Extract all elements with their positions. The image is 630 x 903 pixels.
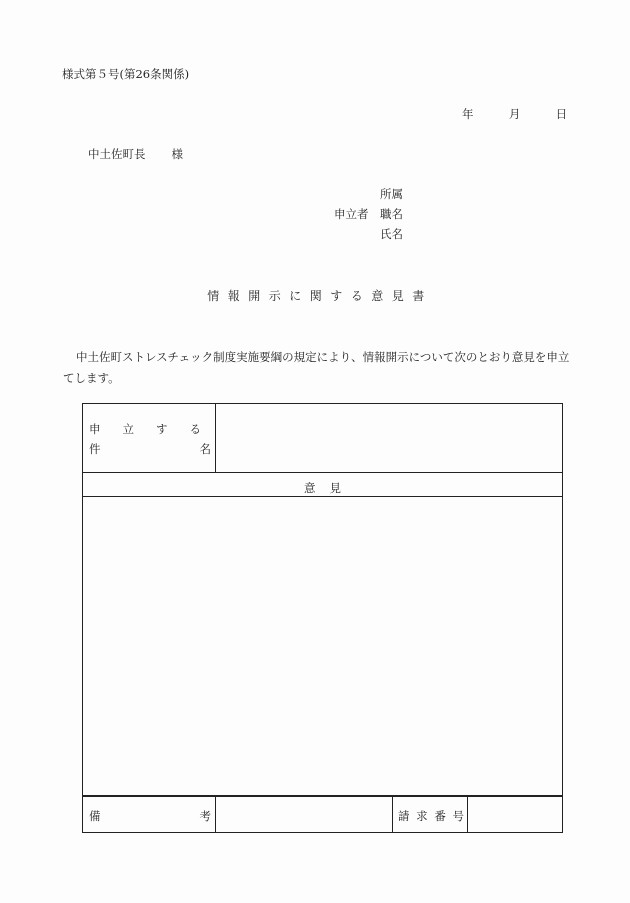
case-label-char: 立 [122, 422, 134, 436]
applicant-position-label: 職名 [380, 207, 403, 221]
date-line [462, 106, 567, 122]
opinion-field[interactable] [83, 497, 562, 795]
remarks-label-char: 考 [199, 809, 211, 823]
addressee-honorific: 様 [171, 147, 183, 161]
request-number-field[interactable] [468, 797, 562, 832]
body-text: 中土佐町ストレスチェック制度実施要綱の規定により、情報開示について次のとおり意見を申立てします。 [63, 350, 570, 385]
applicant-affiliation-label: 所属 [380, 187, 403, 201]
date-year: 年 [462, 107, 474, 121]
request-number-label-char: 番 [434, 809, 446, 823]
remarks-label-char: 備 [89, 809, 101, 823]
document-title: 情報開示に関する意見書 [207, 289, 433, 303]
applicant-block [334, 184, 403, 244]
case-label-char: 名 [199, 442, 211, 456]
case-label-char: る [189, 422, 201, 436]
applicant-name-label: 氏名 [380, 227, 403, 241]
request-number-label-char: 請 [398, 809, 410, 823]
remarks-label [89, 808, 211, 824]
addressee-name: 中土佐町長 [88, 147, 146, 161]
case-name-field[interactable] [216, 404, 562, 472]
request-number-label [398, 808, 464, 824]
request-number-label-char: 求 [416, 809, 428, 823]
case-label-char: す [156, 422, 168, 436]
case-name-label [89, 419, 211, 459]
case-label-char: 件 [89, 442, 101, 456]
opinion-form-table [82, 403, 563, 833]
addressee [88, 146, 183, 162]
request-number-label-char: 号 [452, 809, 464, 823]
case-label-char: 申 [89, 422, 101, 436]
date-month: 月 [508, 107, 521, 121]
remarks-field[interactable] [216, 797, 392, 832]
applicant-label: 申立者 [334, 207, 369, 221]
opinion-header: 意見 [304, 481, 355, 495]
date-day: 日 [555, 107, 568, 121]
form-number: 様式第５号(第26条関係) [62, 67, 190, 81]
